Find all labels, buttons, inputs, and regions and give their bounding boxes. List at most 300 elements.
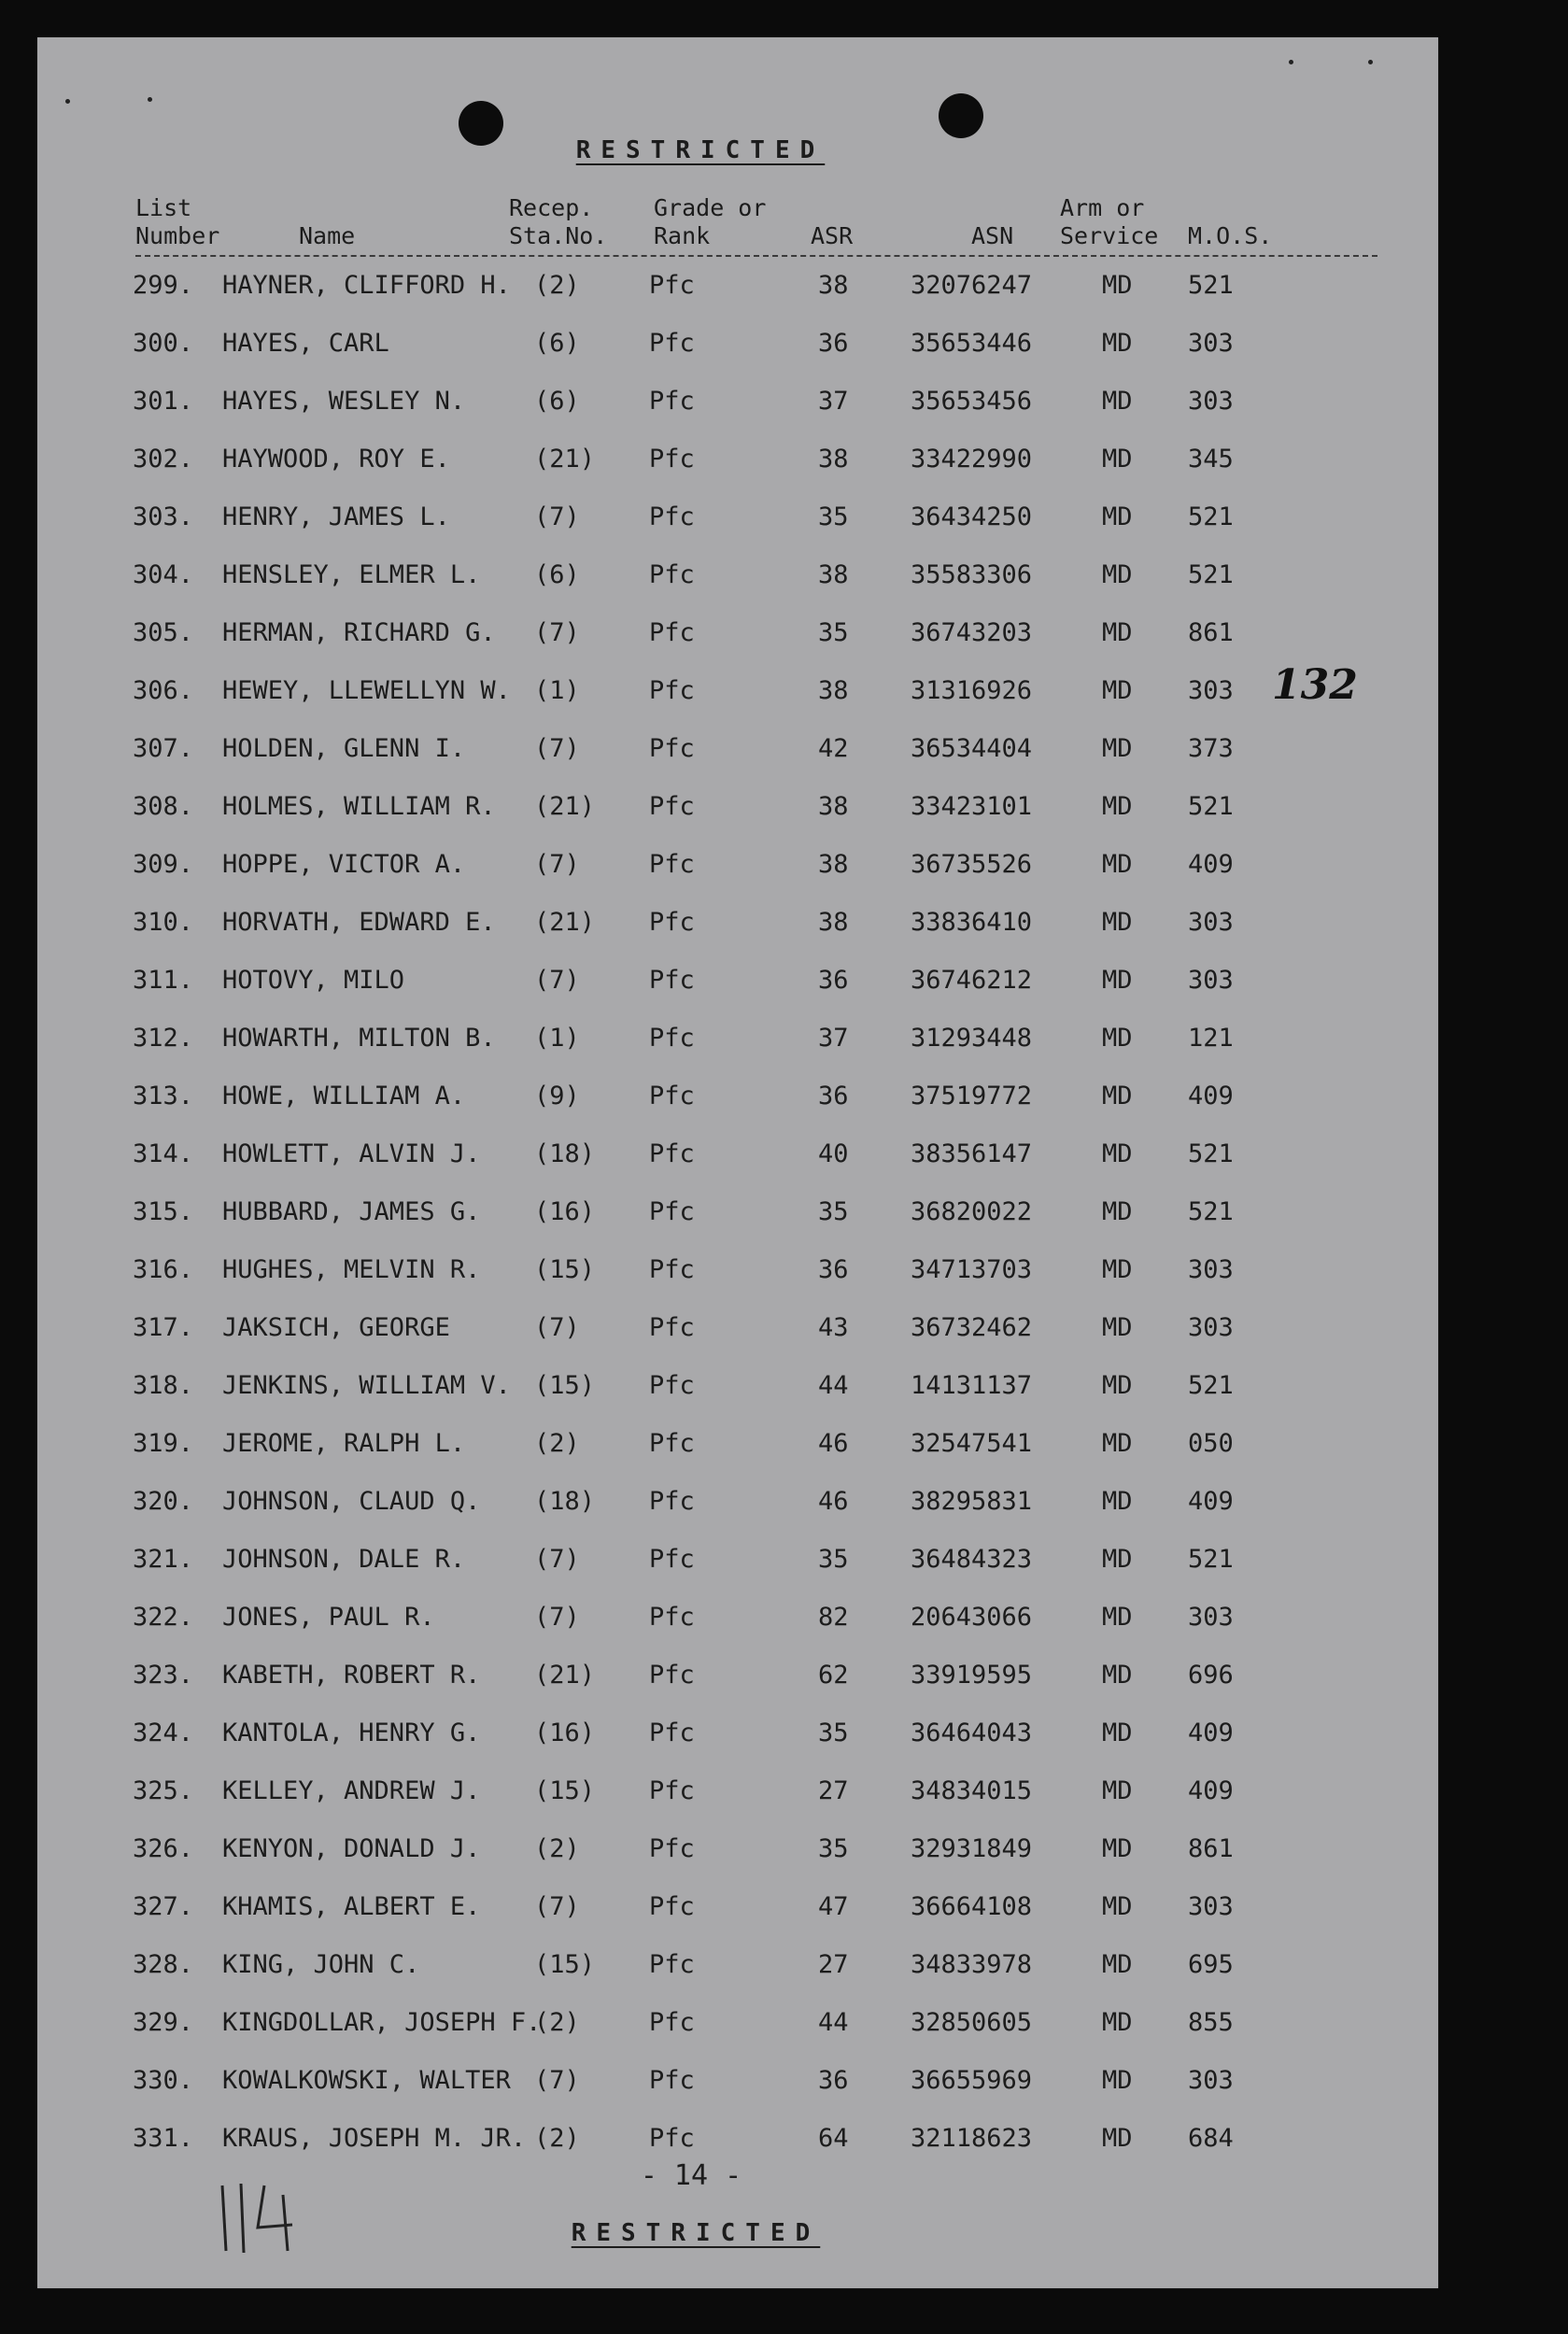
arm-of-service: MD [1102, 1892, 1133, 1921]
list-number: 326. [133, 1834, 194, 1863]
header-asn: ASN [971, 222, 1014, 249]
arm-of-service: MD [1102, 2008, 1133, 2037]
recep-station: (7) [534, 2066, 580, 2095]
table-row [37, 966, 1345, 1003]
grade: Pfc [649, 1024, 695, 1053]
recep-station: (7) [534, 1313, 580, 1342]
arm-of-service: MD [1102, 1255, 1133, 1284]
handwritten-mark [213, 2176, 316, 2260]
army-serial-number: 32118623 [911, 2124, 1033, 2153]
grade: Pfc [649, 1834, 695, 1863]
table-row [37, 618, 1345, 656]
soldier-name: HENSLEY, ELMER L. [222, 560, 481, 589]
grade: Pfc [649, 792, 695, 821]
grade: Pfc [649, 387, 695, 416]
recep-station: (15) [534, 1776, 596, 1805]
document-page [37, 37, 1438, 2288]
asr-score: 38 [818, 908, 849, 937]
recep-station: (15) [534, 1371, 596, 1400]
list-number: 328. [133, 1950, 194, 1979]
army-serial-number: 36484323 [911, 1545, 1033, 1574]
army-serial-number: 36534404 [911, 734, 1033, 763]
arm-of-service: MD [1102, 271, 1133, 300]
army-serial-number: 37519772 [911, 1082, 1033, 1110]
asr-score: 43 [818, 1313, 849, 1342]
grade: Pfc [649, 1429, 695, 1458]
list-number: 322. [133, 1603, 194, 1632]
list-number: 331. [133, 2124, 194, 2153]
army-serial-number: 33423101 [911, 792, 1033, 821]
army-serial-number: 36664108 [911, 1892, 1033, 1921]
arm-of-service: MD [1102, 676, 1133, 705]
soldier-name: KENYON, DONALD J. [222, 1834, 481, 1863]
asr-score: 38 [818, 850, 849, 879]
recep-station: (2) [534, 1834, 580, 1863]
mos-code: 303 [1188, 1313, 1234, 1342]
grade: Pfc [649, 1487, 695, 1516]
list-number: 300. [133, 329, 194, 358]
mos-code: 409 [1188, 1487, 1234, 1516]
grade: Pfc [649, 2008, 695, 2037]
soldier-name: HAYNER, CLIFFORD H. [222, 271, 511, 300]
list-number: 302. [133, 445, 194, 474]
list-number: 325. [133, 1776, 194, 1805]
army-serial-number: 31316926 [911, 676, 1033, 705]
asr-score: 42 [818, 734, 849, 763]
mos-code: 303 [1188, 1892, 1234, 1921]
grade: Pfc [649, 1082, 695, 1110]
arm-of-service: MD [1102, 908, 1133, 937]
mos-code: 521 [1188, 1139, 1234, 1168]
army-serial-number: 36732462 [911, 1313, 1033, 1342]
table-row [37, 676, 1345, 714]
list-number: 305. [133, 618, 194, 647]
recep-station: (7) [534, 734, 580, 763]
asr-score: 35 [818, 1545, 849, 1574]
list-number: 319. [133, 1429, 194, 1458]
recep-station: (18) [534, 1487, 596, 1516]
table-row [37, 387, 1345, 424]
table-row [37, 271, 1345, 308]
list-number: 299. [133, 271, 194, 300]
recep-station: (18) [534, 1139, 596, 1168]
mos-code: 696 [1188, 1661, 1234, 1690]
army-serial-number: 36735526 [911, 850, 1033, 879]
mos-code: 373 [1188, 734, 1234, 763]
grade: Pfc [649, 676, 695, 705]
arm-of-service: MD [1102, 1487, 1133, 1516]
arm-of-service: MD [1102, 2124, 1133, 2153]
asr-score: 40 [818, 1139, 849, 1168]
page-number: - 14 - [640, 2159, 742, 2192]
stamped-number: 132 [1272, 661, 1358, 709]
recep-station: (7) [534, 850, 580, 879]
recep-station: (7) [534, 618, 580, 647]
recep-station: (2) [534, 2124, 580, 2153]
header-asr: ASR [811, 222, 854, 249]
arm-of-service: MD [1102, 502, 1133, 531]
recep-station: (2) [534, 1429, 580, 1458]
army-serial-number: 20643066 [911, 1603, 1033, 1632]
recep-station: (7) [534, 966, 580, 995]
army-serial-number: 35583306 [911, 560, 1033, 589]
recep-station: (7) [534, 1892, 580, 1921]
arm-of-service: MD [1102, 1545, 1133, 1574]
speck [148, 97, 152, 102]
recep-station: (15) [534, 1950, 596, 1979]
recep-station: (1) [534, 676, 580, 705]
asr-score: 36 [818, 1255, 849, 1284]
soldier-name: KINGDOLLAR, JOSEPH F. [222, 2008, 542, 2037]
grade: Pfc [649, 1545, 695, 1574]
soldier-name: KANTOLA, HENRY G. [222, 1719, 481, 1747]
mos-code: 861 [1188, 618, 1234, 647]
asr-score: 37 [818, 387, 849, 416]
grade: Pfc [649, 1776, 695, 1805]
recep-station: (21) [534, 1661, 596, 1690]
arm-of-service: MD [1102, 1950, 1133, 1979]
header-name: Name [299, 222, 356, 249]
soldier-name: KING, JOHN C. [222, 1950, 420, 1979]
mos-code: 345 [1188, 445, 1234, 474]
army-serial-number: 36746212 [911, 966, 1033, 995]
table-row [37, 1545, 1345, 1582]
table-row [37, 1082, 1345, 1119]
list-number: 316. [133, 1255, 194, 1284]
soldier-name: HOWE, WILLIAM A. [222, 1082, 466, 1110]
list-number: 317. [133, 1313, 194, 1342]
header-grade: Grade or Rank [654, 194, 767, 249]
table-row [37, 2124, 1345, 2161]
list-number: 324. [133, 1719, 194, 1747]
list-number: 327. [133, 1892, 194, 1921]
asr-score: 82 [818, 1603, 849, 1632]
mos-code: 521 [1188, 1371, 1234, 1400]
grade: Pfc [649, 1661, 695, 1690]
army-serial-number: 35653446 [911, 329, 1033, 358]
soldier-name: HOWARTH, MILTON B. [222, 1024, 496, 1053]
grade: Pfc [649, 2066, 695, 2095]
grade: Pfc [649, 2124, 695, 2153]
asr-score: 35 [818, 502, 849, 531]
list-number: 321. [133, 1545, 194, 1574]
arm-of-service: MD [1102, 734, 1133, 763]
asr-score: 44 [818, 1371, 849, 1400]
grade: Pfc [649, 1892, 695, 1921]
table-row [37, 2008, 1345, 2045]
asr-score: 38 [818, 676, 849, 705]
soldier-name: HOWLETT, ALVIN J. [222, 1139, 481, 1168]
asr-score: 36 [818, 966, 849, 995]
table-row [37, 1429, 1345, 1466]
asr-score: 38 [818, 792, 849, 821]
asr-score: 35 [818, 1719, 849, 1747]
mos-code: 521 [1188, 1545, 1234, 1574]
table-row [37, 1371, 1345, 1408]
mos-code: 855 [1188, 2008, 1234, 2037]
soldier-name: HUGHES, MELVIN R. [222, 1255, 481, 1284]
asr-score: 36 [818, 329, 849, 358]
grade: Pfc [649, 908, 695, 937]
grade: Pfc [649, 1719, 695, 1747]
mos-code: 861 [1188, 1834, 1234, 1863]
asr-score: 44 [818, 2008, 849, 2037]
list-number: 309. [133, 850, 194, 879]
army-serial-number: 38295831 [911, 1487, 1033, 1516]
speck [1368, 60, 1373, 64]
army-serial-number: 32547541 [911, 1429, 1033, 1458]
asr-score: 62 [818, 1661, 849, 1690]
table-row [37, 1313, 1345, 1351]
mos-code: 303 [1188, 2066, 1234, 2095]
mos-code: 303 [1188, 329, 1234, 358]
soldier-name: KOWALKOWSKI, WALTER [222, 2066, 511, 2095]
grade: Pfc [649, 271, 695, 300]
speck [65, 99, 70, 104]
army-serial-number: 36743203 [911, 618, 1033, 647]
grade: Pfc [649, 1313, 695, 1342]
arm-of-service: MD [1102, 560, 1133, 589]
mos-code: 695 [1188, 1950, 1234, 1979]
soldier-name: HOLMES, WILLIAM R. [222, 792, 496, 821]
recep-station: (2) [534, 2008, 580, 2037]
table-row [37, 2066, 1345, 2103]
asr-score: 46 [818, 1429, 849, 1458]
soldier-name: HAYWOOD, ROY E. [222, 445, 450, 474]
grade: Pfc [649, 618, 695, 647]
army-serial-number: 36655969 [911, 2066, 1033, 2095]
grade: Pfc [649, 445, 695, 474]
grade: Pfc [649, 1603, 695, 1632]
list-number: 315. [133, 1197, 194, 1226]
arm-of-service: MD [1102, 1776, 1133, 1805]
list-number: 320. [133, 1487, 194, 1516]
army-serial-number: 14131137 [911, 1371, 1033, 1400]
grade: Pfc [649, 560, 695, 589]
arm-of-service: MD [1102, 1603, 1133, 1632]
recep-station: (21) [534, 908, 596, 937]
mos-code: 303 [1188, 908, 1234, 937]
table-row [37, 445, 1345, 482]
grade: Pfc [649, 1139, 695, 1168]
grade: Pfc [649, 1255, 695, 1284]
list-number: 323. [133, 1661, 194, 1690]
mos-code: 050 [1188, 1429, 1234, 1458]
army-serial-number: 33422990 [911, 445, 1033, 474]
arm-of-service: MD [1102, 1139, 1133, 1168]
arm-of-service: MD [1102, 1834, 1133, 1863]
army-serial-number: 36464043 [911, 1719, 1033, 1747]
table-row [37, 1892, 1345, 1930]
list-number: 301. [133, 387, 194, 416]
soldier-name: JOHNSON, CLAUD Q. [222, 1487, 481, 1516]
grade: Pfc [649, 502, 695, 531]
list-number: 310. [133, 908, 194, 937]
mos-code: 409 [1188, 1776, 1234, 1805]
arm-of-service: MD [1102, 1313, 1133, 1342]
arm-of-service: MD [1102, 966, 1133, 995]
army-serial-number: 36434250 [911, 502, 1033, 531]
table-row [37, 1139, 1345, 1177]
table-row [37, 1487, 1345, 1524]
recep-station: (9) [534, 1082, 580, 1110]
header-recep-sta: Recep. Sta.No. [509, 194, 608, 249]
army-serial-number: 38356147 [911, 1139, 1033, 1168]
army-serial-number: 33836410 [911, 908, 1033, 937]
list-number: 311. [133, 966, 194, 995]
header-list-number: List Number [135, 194, 220, 249]
recep-station: (16) [534, 1719, 596, 1747]
arm-of-service: MD [1102, 1024, 1133, 1053]
army-serial-number: 34833978 [911, 1950, 1033, 1979]
mos-code: 303 [1188, 1603, 1234, 1632]
table-row [37, 1603, 1345, 1640]
asr-score: 35 [818, 618, 849, 647]
mos-code: 521 [1188, 560, 1234, 589]
table-row [37, 850, 1345, 887]
arm-of-service: MD [1102, 792, 1133, 821]
asr-score: 36 [818, 1082, 849, 1110]
soldier-name: KABETH, ROBERT R. [222, 1661, 481, 1690]
list-number: 313. [133, 1082, 194, 1110]
speck [1289, 60, 1293, 64]
soldier-name: HEWEY, LLEWELLYN W. [222, 676, 511, 705]
classification-header: RESTRICTED [575, 136, 826, 164]
table-row [37, 1776, 1345, 1814]
soldier-name: JONES, PAUL R. [222, 1603, 435, 1632]
recep-station: (6) [534, 329, 580, 358]
soldier-name: JEROME, RALPH L. [222, 1429, 466, 1458]
list-number: 306. [133, 676, 194, 705]
recep-station: (6) [534, 387, 580, 416]
list-number: 312. [133, 1024, 194, 1053]
mos-code: 409 [1188, 1719, 1234, 1747]
table-row [37, 1024, 1345, 1061]
arm-of-service: MD [1102, 850, 1133, 879]
asr-score: 46 [818, 1487, 849, 1516]
list-number: 308. [133, 792, 194, 821]
soldier-name: HAYES, WESLEY N. [222, 387, 466, 416]
header-arm: Arm or Service [1060, 194, 1159, 249]
soldier-name: KHAMIS, ALBERT E. [222, 1892, 481, 1921]
arm-of-service: MD [1102, 387, 1133, 416]
grade: Pfc [649, 850, 695, 879]
asr-score: 37 [818, 1024, 849, 1053]
table-row [37, 734, 1345, 771]
table-row [37, 1834, 1345, 1872]
recep-station: (21) [534, 792, 596, 821]
asr-score: 64 [818, 2124, 849, 2153]
arm-of-service: MD [1102, 618, 1133, 647]
header-divider [135, 255, 1377, 257]
mos-code: 684 [1188, 2124, 1234, 2153]
list-number: 307. [133, 734, 194, 763]
army-serial-number: 34713703 [911, 1255, 1033, 1284]
army-serial-number: 36820022 [911, 1197, 1033, 1226]
mos-code: 303 [1188, 387, 1234, 416]
soldier-name: JOHNSON, DALE R. [222, 1545, 466, 1574]
classification-footer: RESTRICTED [571, 2219, 821, 2247]
list-number: 304. [133, 560, 194, 589]
list-number: 314. [133, 1139, 194, 1168]
soldier-name: HOTOVY, MILO [222, 966, 405, 995]
army-serial-number: 34834015 [911, 1776, 1033, 1805]
recep-station: (1) [534, 1024, 580, 1053]
army-serial-number: 35653456 [911, 387, 1033, 416]
soldier-name: HOLDEN, GLENN I. [222, 734, 466, 763]
grade: Pfc [649, 966, 695, 995]
army-serial-number: 33919595 [911, 1661, 1033, 1690]
table-row [37, 1661, 1345, 1698]
recep-station: (15) [534, 1255, 596, 1284]
table-row [37, 792, 1345, 829]
army-serial-number: 32931849 [911, 1834, 1033, 1863]
grade: Pfc [649, 329, 695, 358]
table-row [37, 1950, 1345, 1987]
grade: Pfc [649, 734, 695, 763]
recep-station: (16) [534, 1197, 596, 1226]
asr-score: 27 [818, 1950, 849, 1979]
arm-of-service: MD [1102, 1719, 1133, 1747]
mos-code: 409 [1188, 850, 1234, 879]
soldier-name: HERMAN, RICHARD G. [222, 618, 496, 647]
army-serial-number: 32850605 [911, 2008, 1033, 2037]
asr-score: 38 [818, 445, 849, 474]
table-row [37, 329, 1345, 366]
soldier-name: JENKINS, WILLIAM V. [222, 1371, 511, 1400]
table-row [37, 908, 1345, 945]
asr-score: 38 [818, 271, 849, 300]
table-row [37, 502, 1345, 540]
list-number: 330. [133, 2066, 194, 2095]
list-number: 303. [133, 502, 194, 531]
mos-code: 409 [1188, 1082, 1234, 1110]
arm-of-service: MD [1102, 1661, 1133, 1690]
soldier-name: HOPPE, VICTOR A. [222, 850, 466, 879]
grade: Pfc [649, 1950, 695, 1979]
asr-score: 35 [818, 1834, 849, 1863]
recep-station: (6) [534, 560, 580, 589]
arm-of-service: MD [1102, 1197, 1133, 1226]
recep-station: (21) [534, 445, 596, 474]
asr-score: 35 [818, 1197, 849, 1226]
mos-code: 303 [1188, 1255, 1234, 1284]
asr-score: 47 [818, 1892, 849, 1921]
table-row [37, 560, 1345, 598]
mos-code: 303 [1188, 966, 1234, 995]
army-serial-number: 32076247 [911, 271, 1033, 300]
soldier-name: HORVATH, EDWARD E. [222, 908, 496, 937]
soldier-name: KELLEY, ANDREW J. [222, 1776, 481, 1805]
table-row [37, 1197, 1345, 1235]
grade: Pfc [649, 1197, 695, 1226]
recep-station: (7) [534, 1603, 580, 1632]
soldier-name: HENRY, JAMES L. [222, 502, 450, 531]
mos-code: 121 [1188, 1024, 1234, 1053]
recep-station: (2) [534, 271, 580, 300]
punch-hole [939, 93, 983, 138]
header-mos: M.O.S. [1188, 222, 1273, 249]
asr-score: 27 [818, 1776, 849, 1805]
table-row [37, 1719, 1345, 1756]
mos-code: 303 [1188, 676, 1234, 705]
arm-of-service: MD [1102, 1371, 1133, 1400]
mos-code: 521 [1188, 1197, 1234, 1226]
mos-code: 521 [1188, 792, 1234, 821]
mos-code: 521 [1188, 502, 1234, 531]
arm-of-service: MD [1102, 445, 1133, 474]
asr-score: 38 [818, 560, 849, 589]
